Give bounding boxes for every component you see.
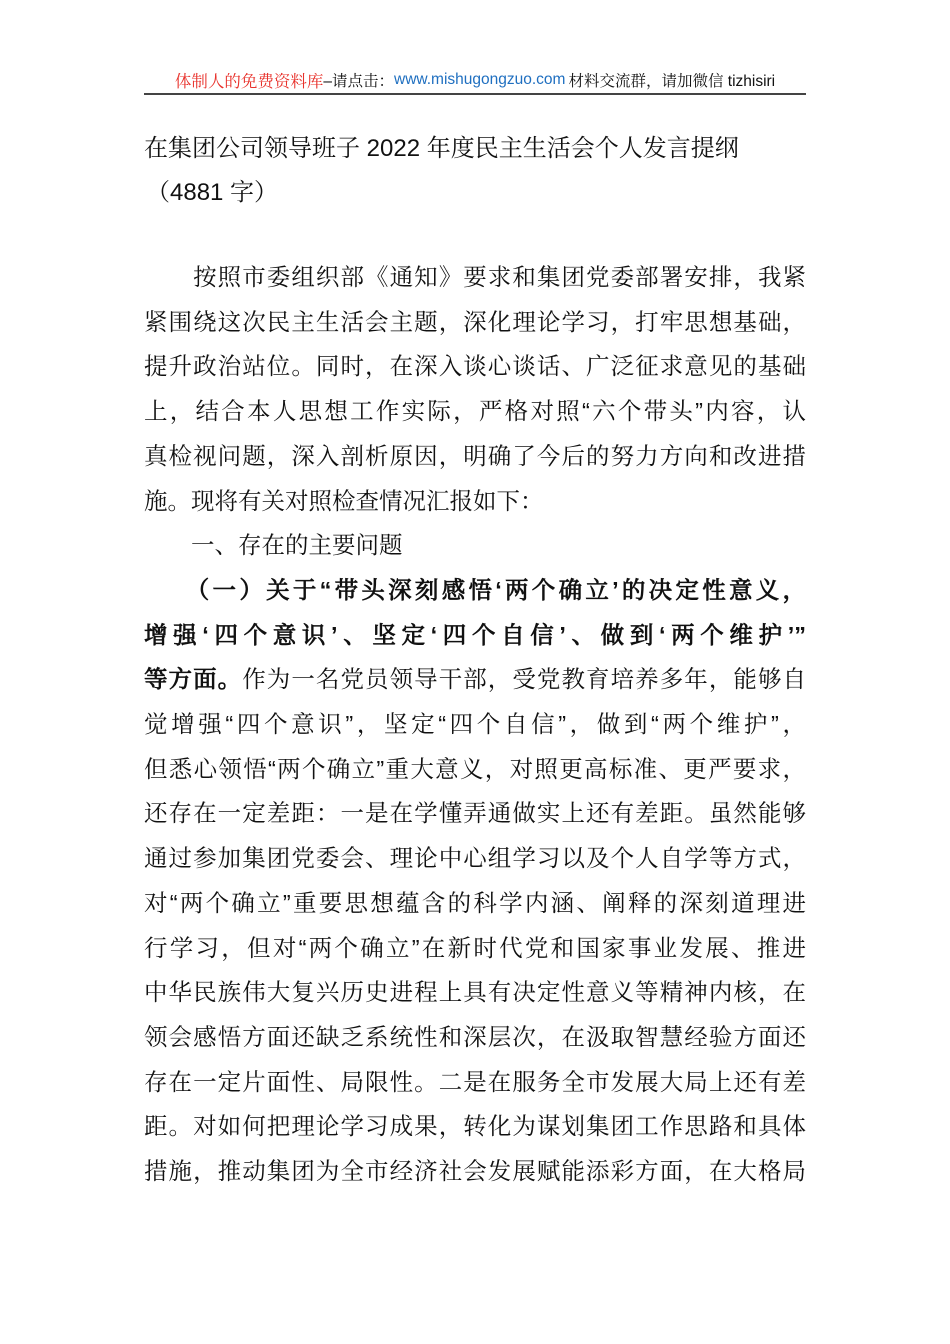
header-prompt: –请点击：: [323, 73, 394, 90]
body-text: 存在一定片面性、局限性。二是在服务全市发展大局上还有差: [144, 1068, 806, 1095]
body-line: [144, 344, 806, 389]
body-line: [144, 389, 806, 434]
body-text: 提升政治站位。同时，在深入谈心谈话、广泛征求意见的基础: [144, 353, 806, 380]
body-line: [144, 1104, 806, 1149]
body-line: [144, 657, 806, 702]
page-header-banner: [144, 68, 806, 92]
body-line: [144, 1015, 806, 1060]
body-text: 作为一名党员领导干部，受党教育培养多年，能够自: [242, 666, 807, 693]
body-text: 还存在一定差距：一是在学懂弄通做实上还有差距。虽然能够: [144, 800, 806, 827]
body-text: 领会感悟方面还缺乏系统性和深层次，在汲取智慧经验方面还: [144, 1023, 806, 1050]
body-line: [144, 255, 806, 300]
body-text: 真检视问题，深入剖析原因，明确了今后的努力方向和改进措: [144, 442, 806, 469]
body-text: 距。对如何把理论学习成果，转化为谋划集团工作思路和具体: [144, 1113, 806, 1140]
body-text: 觉增强“四个意识”，坚定“四个自信”，做到“两个维护”，: [144, 711, 806, 737]
body-text: 对“两个确立”重要思想蕴含的科学内涵、阐释的深刻道理进: [144, 889, 806, 916]
body-text: 通过参加集团党委会、理论中心组学习以及个人自学等方式，: [144, 845, 806, 872]
body-line: [144, 747, 806, 792]
body-text: 紧围绕这次民主生活会主题，深化理论学习，打牢思想基础，: [144, 308, 806, 335]
body-text: 按照市委组织部《通知》要求和集团党委部署安排，我紧: [144, 264, 806, 290]
header-brand: 体制人的免费资料库: [174, 73, 324, 91]
bold-heading-text: 增强‘四个意识’、坚定‘四个自信’、做到‘两个维护’”: [144, 621, 806, 648]
document-word-count: （4881 字）: [146, 179, 279, 206]
body-line: [144, 1060, 806, 1105]
body-line: [144, 479, 806, 524]
body-line: [144, 702, 806, 747]
document-title: 在集团公司领导班子 2022 年度民主生活会个人发言提纲: [144, 135, 739, 162]
body-line: [144, 434, 806, 479]
body-line: [144, 791, 806, 836]
body-line: [144, 568, 806, 613]
body-text: 行学习，但对“两个确立”在新时代党和国家事业发展、推进: [144, 934, 806, 961]
header-url-link[interactable]: www.mishugongzuo.com: [394, 71, 566, 88]
body-text: 中华民族伟大复兴历史进程上具有决定性意义等精神内核，在: [144, 979, 806, 1006]
body-text: 措施，推动集团为全市经济社会发展赋能添彩方面，在大格局: [144, 1158, 806, 1184]
body-line: [144, 1149, 806, 1194]
body-line: [144, 881, 806, 926]
bold-heading-text: （一）关于“带头深刻感悟‘两个确立’的决定性意义，: [144, 576, 806, 603]
header-tail: 材料交流群，请加微信 tizhisiri: [568, 73, 776, 90]
body-text: 上，结合本人思想工作实际，严格对照“六个带头”内容，认: [144, 398, 806, 425]
bold-heading-text: 等方面。: [144, 666, 243, 693]
body-line: [144, 613, 806, 658]
body-text: 施。现将有关对照检查情况汇报如下：: [144, 487, 544, 514]
body-line: [144, 300, 806, 345]
body-line: [144, 970, 806, 1015]
body-line: [144, 836, 806, 881]
body-line: [144, 926, 806, 971]
body-line: [144, 523, 806, 568]
header-divider: [144, 93, 806, 95]
body-text: 但悉心领悟“两个确立”重大意义，对照更高标准、更严要求，: [144, 755, 806, 782]
body-text: 一、存在的主要问题: [144, 532, 403, 559]
